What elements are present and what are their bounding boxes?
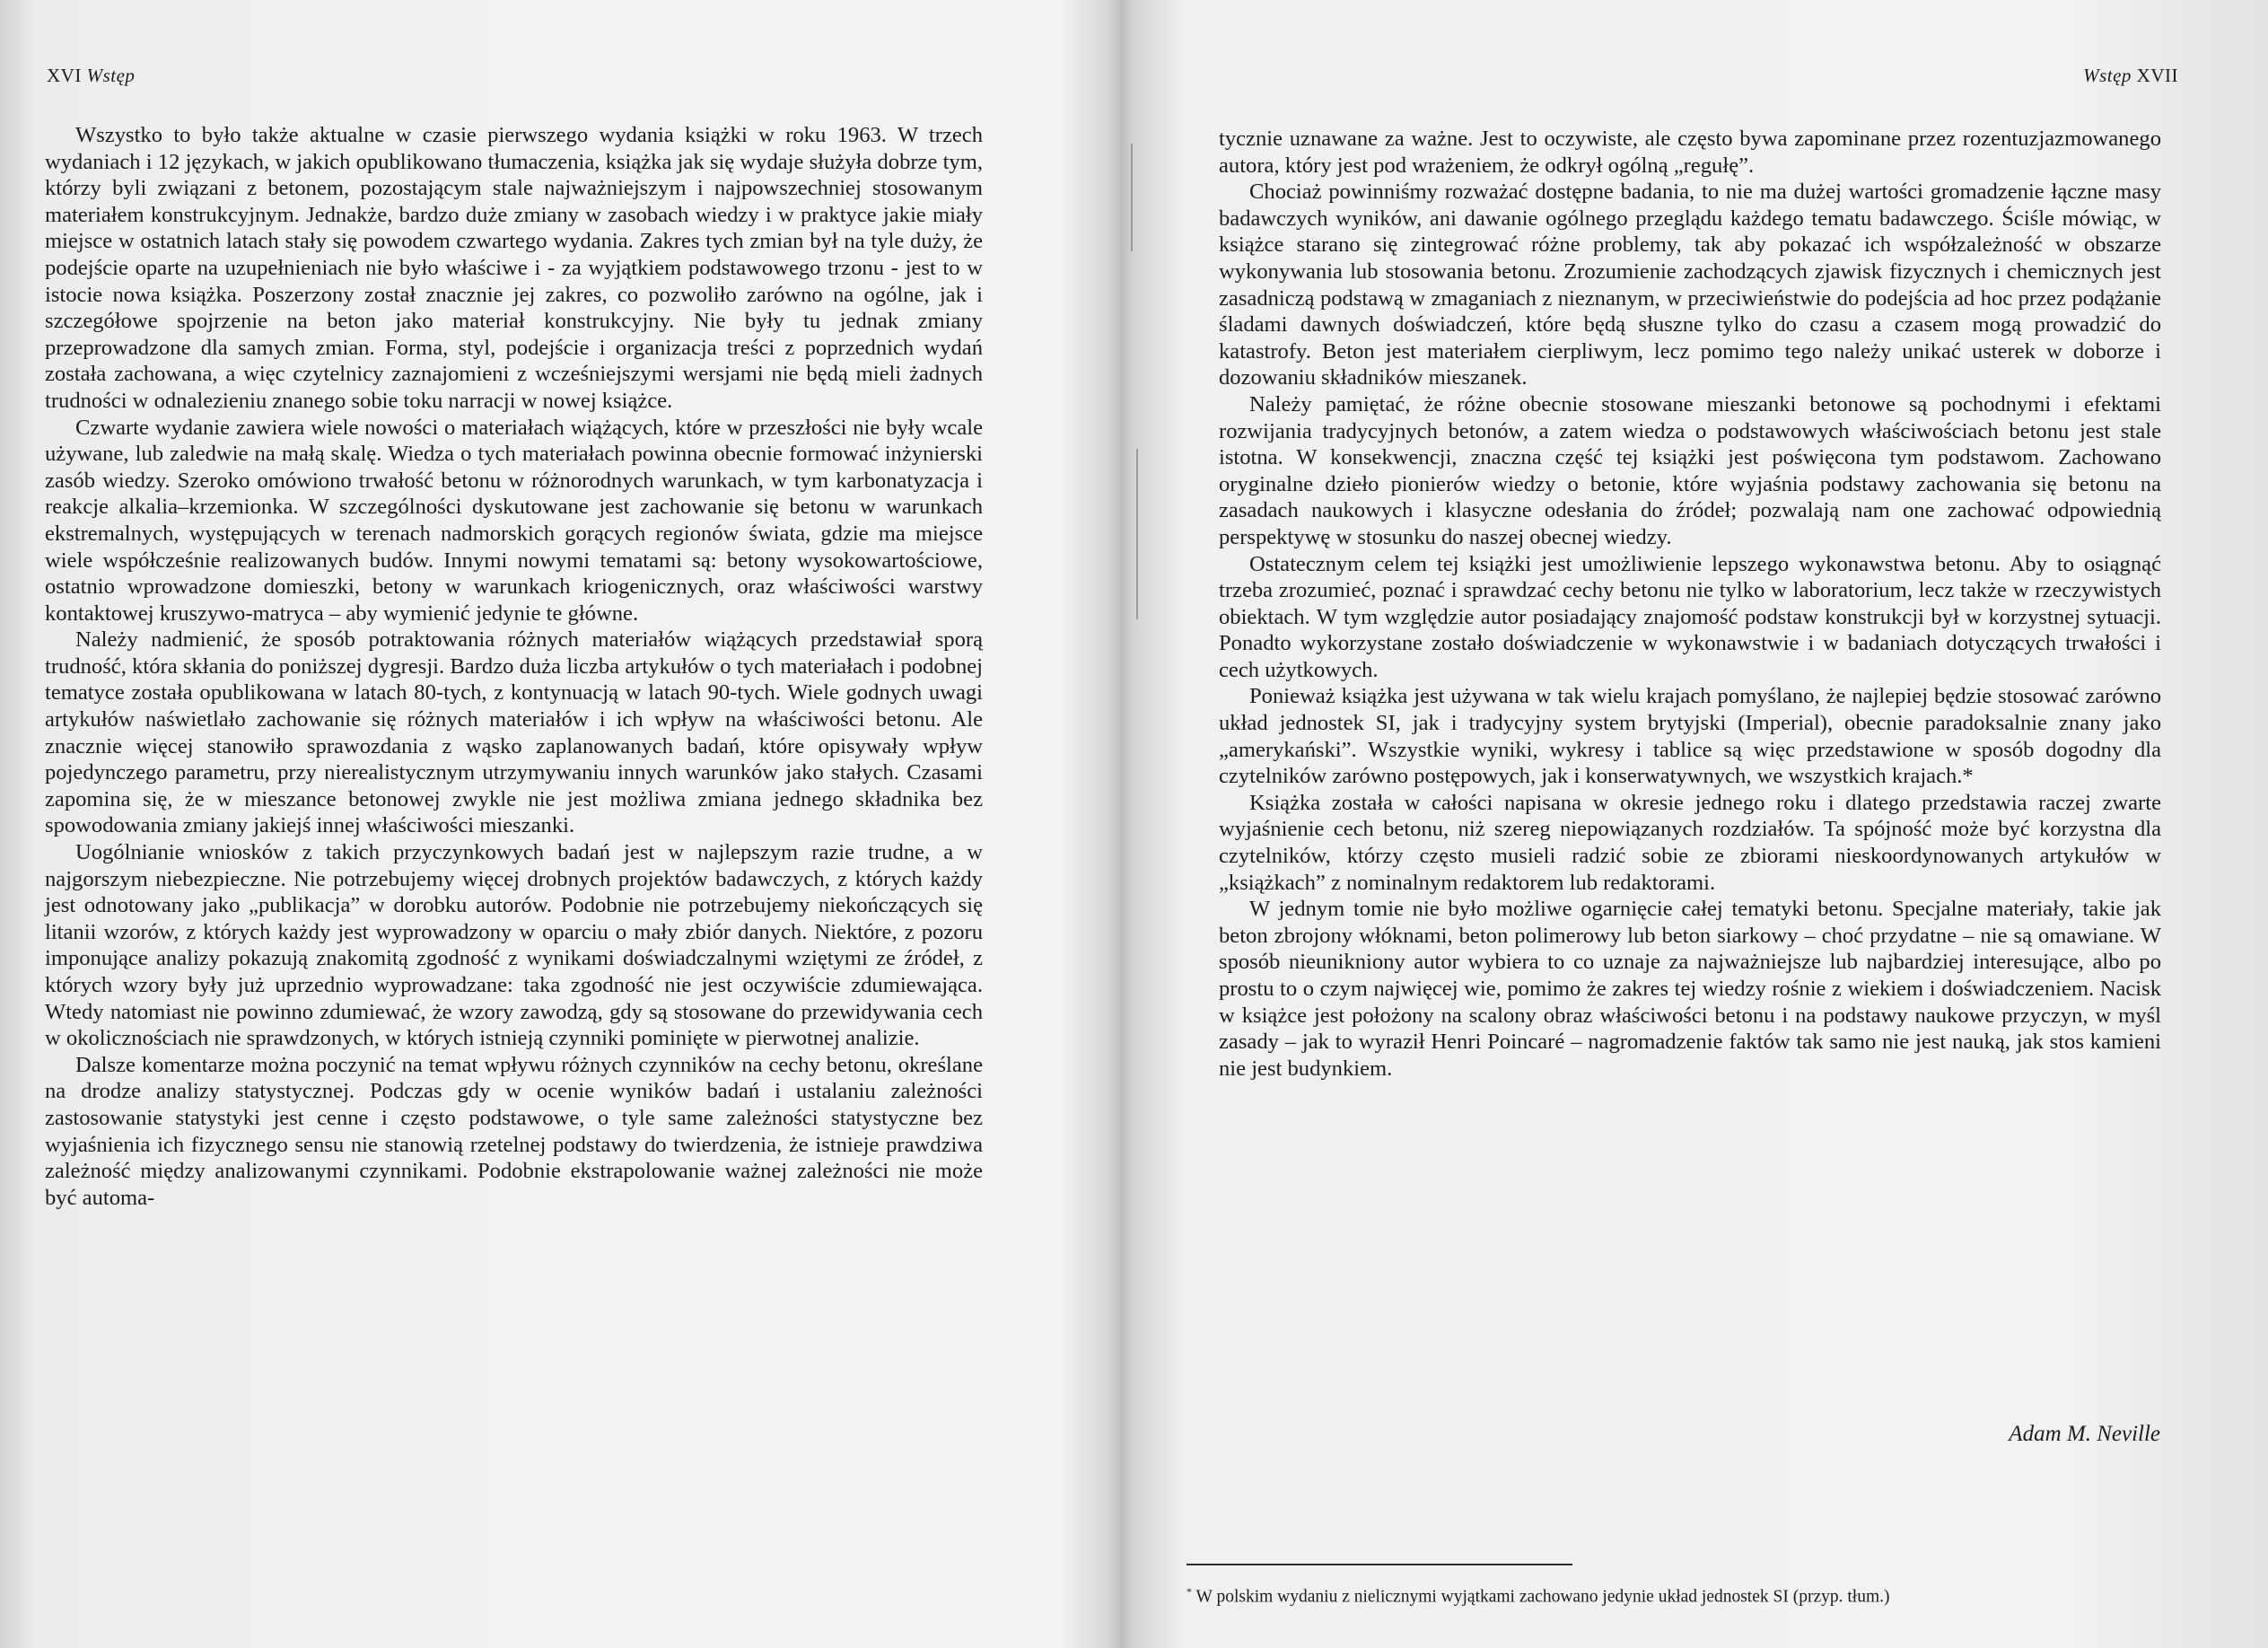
left-page (0, 0, 1122, 1648)
right-page (1124, 0, 2268, 1648)
paragraph: Książka została w całości napisana w okresie jednego roku i dlatego przedstawia raczej zwarte wyjaśnienie cech betonu, niż szereg niepowiązanych rozdziałów. Ta spójność może być korzystna dla czytelników, którzy często musieli radzić sobie ze zbiorami nieskoordynowanych artykułów w „książkach” z nominalnym redaktorem lub redaktorami. (1219, 790, 2161, 895)
footnote-rule (1187, 1564, 1572, 1565)
right-page-number: XVII (2136, 65, 2178, 86)
paragraph: Chociaż powinniśmy rozważać dostępne badania, to nie ma dużej wartości gromadzenie łączne masy badawczych wyników, ani dawanie ogólnego przeglądu każdego tematu badawczego. Ściśle mówiąc, w książce starano się zintegrować różne problemy, tak aby pokazać ich współzależność w obszarze wykonywania lub stosowania betonu. Zrozumienie zachodzących zjawisk fizycznych i chemicznych jest zasadniczą podstawą w zmaganiach z nieznanym, w przeciwieństwie do podejścia ad hoc przez podążanie śladami dawnych doświadczeń, które będą słuszne tylko do czasu a czasem mogą prowadzić do katastrofy. Beton jest materiałem cierpliwym, lecz pomimo tego należy unikać usterek w doborze i dozowaniu składników mieszanek. (1219, 180, 2161, 390)
gutter-shadow-mark (1136, 449, 1138, 619)
author-signature: Adam M. Neville (2009, 1422, 2160, 1446)
footnote-text: W polskim wydaniu z nielicznymi wyjątkami zachowano jedynie układ jednostek SI (przyp. tłum.) (1195, 1587, 1890, 1607)
gutter-shadow-mark (1131, 144, 1133, 251)
right-running-head (2083, 65, 2178, 87)
right-header-title: Wstęp (2083, 65, 2132, 86)
left-page-number: XVI (47, 65, 82, 86)
left-running-head (47, 65, 135, 87)
footnote-marker: * (1187, 1585, 1192, 1598)
left-page-text (45, 122, 983, 1211)
paragraph: tycznie uznawane za ważne. Jest to oczywiste, ale często bywa zapominane przez rozentuzjazmowanego autora, który jest pod wrażeniem, że odkrył ogólną „regułę”. (1219, 127, 2161, 178)
right-page-text (1219, 126, 2161, 1082)
paragraph: Wszystko to było także aktualne w czasie pierwszego wydania książki w roku 1963. W trzech wydaniach i 12 językach, w jakich opublikowano tłumaczenia, książka jak się wydaje służyła dobrze tym, którzy byli związani z betonem, pozostającym stale najważniejszym i najpowszechniej stosowanym materiałem konstrukcyjnym. Jednakże, bardzo duże zmiany w zasobach wiedzy i w praktyce jakie miały miejsce w ostatnich latach stały się powodem czwartego wydania. Zakres tych zmian był na tyle duży, że podejście oparte na uzupełnieniach nie było właściwe i - za wyjątkiem podstawowego trzonu - jest to w istocie nowa książka. Poszerzony został znacznie jej zakres, co pozwoliło zarówno na ogólne, jak i szczegółowe spojrzenie na beton jako materiał konstrukcyjny. Nie były tu jednak zmiany przeprowadzone dla samych zmian. Forma, styl, podejście i organizacja treści z poprzednich wydań została zachowana, a więc czytelnicy zaznajomieni z wcześniejszymi wersjami nie będą mieli żadnych trudności w odnalezieniu znanego sobie toku narracji w nowej książce. (45, 123, 983, 413)
paragraph: W jednym tomie nie było możliwe ogarnięcie całej tematyki betonu. Specjalne materiały, takie jak beton zbrojony włóknami, beton polimerowy lub beton siarkowy – choć przydatne – nie są omawiane. W sposób nieunikniony autor wybiera to co uznaje za najważniejsze lub najbardziej interesujące, albo po prostu to o czym najwięcej wie, pomimo że zakres tej wiedzy rośnie z wiekiem i doświadczeniem. Nacisk w książce jest położony na scalony obraz właściwości betonu i na podstawy naukowe przyczyn, w myśl zasady – jak to wyraził Henri Poincaré – nagromadzenie faktów tak samo nie jest nauką, jak stos kamieni nie jest budynkiem. (1219, 897, 2161, 1081)
footnote (1187, 1585, 1890, 1608)
paragraph: Uogólnianie wniosków z takich przyczynkowych badań jest w najlepszym razie trudne, a w najgorszym niebezpieczne. Nie potrzebujemy więcej drobnych projektów badawczych, z których każdy jest odnotowany jako „publikacja” w dorobku autorów. Podobnie nie potrzebujemy niekończących się litanii wzorów, z których każdy jest wyprowadzony w oparciu o mały zbiór danych. Niektóre, z pozoru imponujące analizy pokazują znakomitą zgodność z wynikami doświadczalnymi wziętymi ze źródeł, z których wzory były już uprzednio wyprowadzane: taka zgodność nie jest oczywiście zdumiewająca. Wtedy natomiast nie powinno zdumiewać, że wzory zawodzą, gdy są stosowane do przewidywania cech w okolicznościach nie sprawdzonych, w których istnieją czynniki pominięte w pierwotnej analizie. (45, 840, 983, 1051)
left-header-title: Wstęp (86, 65, 136, 86)
paragraph: Dalsze komentarze można poczynić na temat wpływu różnych czynników na cechy betonu, określane na drodze analizy statystycznej. Podczas gdy w ocenie wyników badań i ustalaniu zależności zastosowanie statystyki jest cenne i często podstawowe, o tyle same zależności statystyczne bez wyjaśnienia ich fizycznego sensu nie stanowią rzetelnej podstawy do twierdzenia, że istnieje prawdziwa zależność między analizowanymi czynnikami. Podobnie ekstrapolowanie ważnej zależności nie może być automa- (45, 1052, 983, 1210)
paragraph: Ponieważ książka jest używana w tak wielu krajach pomyślano, że najlepiej będzie stosować zarówno układ jednostek SI, jak i tradycyjny system brytyjski (Imperial), obecnie paradoksalnie znany jako „amerykański”. Wszystkie wyniki, wykresy i tablice są więc przedstawione w sposób dogodny dla czytelników zarówno postępowych, jak i konserwatywnych, we wszystkich krajach.* (1219, 684, 2161, 789)
paragraph: Należy nadmienić, że sposób potraktowania różnych materiałów wiążących przedstawiał sporą trudność, która skłania do poniższej dygresji. Bardzo duża liczba artykułów o tych materiałach i podobnej tematyce została opublikowana w latach 80-tych, z kontynuacją w latach 90-tych. Wiele godnych uwagi artykułów naświetlało zachowanie się różnych materiałów i ich wpływ na właściwości betonu. Ale znacznie więcej stanowiło sprawozdania z wąsko zaplanowanych badań, które opisywały wpływ pojedynczego parametru, przy nierealistycznym utrzymywaniu innych warunków jako stałych. Czasami zapomina się, że w mieszance betonowej zwykle nie jest możliwa zmiana jednego składnika bez spowodowania zmiany jakiejś innej właściwości mieszanki. (45, 627, 983, 838)
paragraph: Czwarte wydanie zawiera wiele nowości o materiałach wiążących, które w przeszłości nie były wcale używane, lub zaledwie na małą skalę. Wiedza o tych materiałach powinna obecnie formować inżynierski zasób wiedzy. Szeroko omówiono trwałość betonu w różnorodnych warunkach, w tym karbonatyzacja i reakcje alkalia–krzemionka. W szczególności dyskutowane jest zachowanie się betonu w warunkach ekstremalnych, występujących w terenach nadmorskich gorących regionów świata, gdzie ma miejsce wiele współcześnie realizowanych budów. Innymi nowymi tematami są: betony wysokowartościowe, ostatnio wprowadzone domieszki, betony w warunkach kriogenicznych, oraz właściwości warstwy kontaktowej kruszywo-matryca – aby wymienić jedynie te główne. (45, 415, 983, 626)
paragraph: Ostatecznym celem tej książki jest umożliwienie lepszego wykonawstwa betonu. Aby to osiągnąć trzeba zrozumieć, poznać i sprawdzać cechy betonu nie tylko w laboratorium, lecz także w rzeczywistych obiektach. W tym względzie autor posiadający znajomość podstaw konstrukcji był w korzystnej sytuacji. Ponadto wykorzystane zostało doświadczenie w wykonawstwie i w badaniach dotyczących trwałości i cech użytkowych. (1219, 551, 2161, 682)
paragraph: Należy pamiętać, że różne obecnie stosowane mieszanki betonowe są pochodnymi i efektami rozwijania tradycyjnych betonów, a zatem wiedza o podstawowych właściwościach betonu jest stale istotna. W konsekwencji, znaczna część tej książki jest poświęcona tym podstawom. Zachowano oryginalne dzieło pionierów wiedzy o betonie, które wyjaśnia podstawy zachowania się betonu na zasadach naukowych i klasyczne odesłania do źródeł; pozwalają nam one zachować odpowiednią perspektywę w stosunku do naszej obecnej wiedzy. (1219, 391, 2161, 549)
